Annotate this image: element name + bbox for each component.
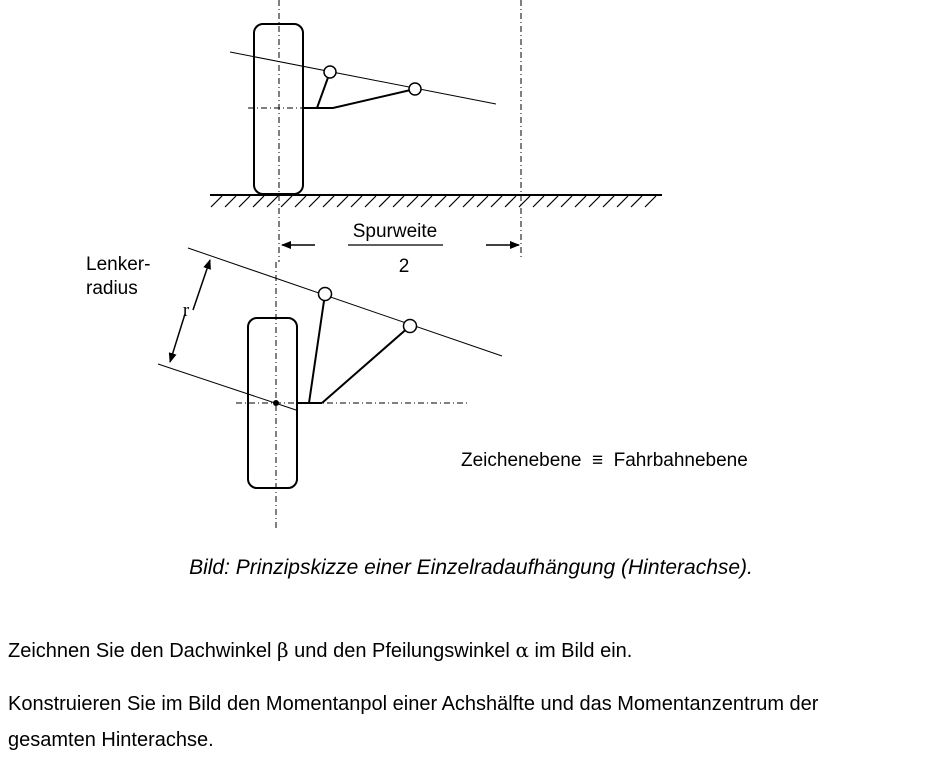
- task-2-line1: Konstruieren Sie im Bild den Momentanpol einer Achshälfte und das Momentanzentrum der: [8, 693, 819, 715]
- divisor-label: 2: [398, 256, 410, 277]
- pivot-axis-line-bottom: [188, 248, 502, 356]
- joint-1-top: [324, 66, 336, 78]
- track-width-dimension: [282, 221, 519, 277]
- r-label: r: [182, 300, 190, 321]
- link-lower-top: [317, 89, 415, 108]
- radius-arrow-lower: [170, 314, 185, 362]
- lenker-label-line1: Lenker-: [86, 254, 151, 275]
- figure-caption: Bild: Prinzipskizze einer Einzelradaufhängung (Hinterachse).: [189, 556, 753, 579]
- link-lower-bottom: [322, 326, 410, 403]
- top-view-wheel-assembly: [86, 248, 502, 530]
- task-2-line2: gesamten Hinterachse.: [8, 729, 214, 751]
- task-1-part2: und den Pfeilungswinkel: [288, 640, 516, 662]
- pivot-axis-line-top: [230, 52, 496, 104]
- joint-2-bottom: [404, 320, 417, 333]
- task-1-part3: im Bild ein.: [528, 640, 633, 662]
- plane-label: Zeichenebene ≡ Fahrbahnebene: [461, 450, 748, 471]
- task-1-part1: Zeichnen Sie den Dachwinkel: [8, 640, 278, 662]
- joint-1-bottom: [319, 288, 332, 301]
- spurweite-label: Spurweite: [352, 221, 438, 242]
- radius-arrow: [193, 260, 210, 310]
- task-1-text: [8, 632, 938, 669]
- link-upper-bottom: [309, 294, 325, 403]
- joint-2-top: [409, 83, 421, 95]
- ground-hatching: [210, 195, 662, 207]
- lenker-label-line2: radius: [86, 278, 138, 299]
- beta-symbol: β: [277, 638, 289, 662]
- alpha-symbol: α: [515, 638, 529, 662]
- task-2-text: [8, 686, 938, 758]
- wheel-center-point: [273, 400, 279, 406]
